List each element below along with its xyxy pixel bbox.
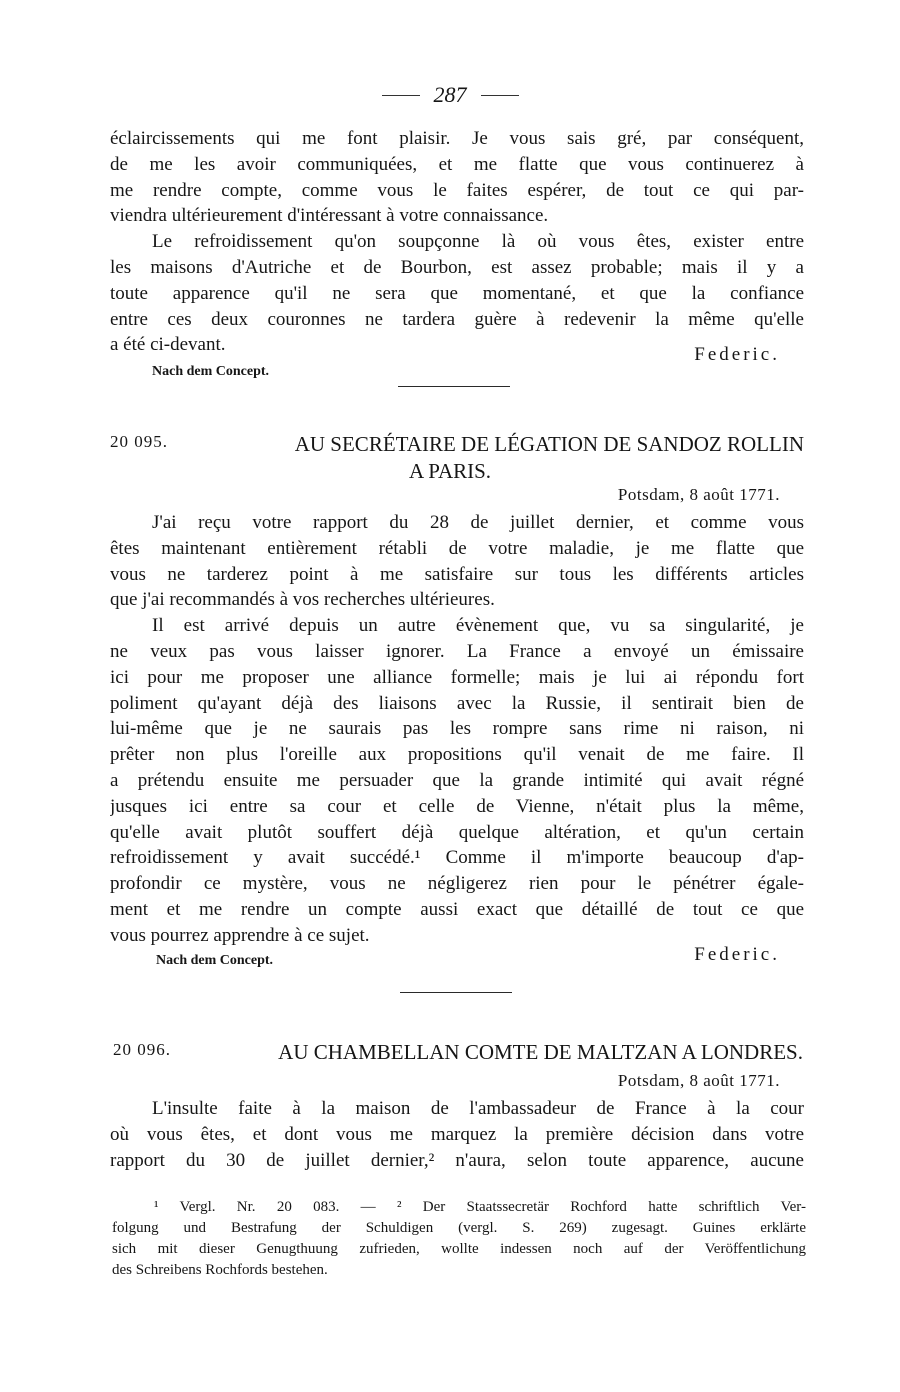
text-line: rapport du 30 de juillet dernier,² n'aura, selon toute apparence, aucune xyxy=(110,1149,804,1171)
letter-20095-source-note: Nach dem Concept. xyxy=(156,953,274,968)
letter-title: AU CHAMBELLAN COMTE DE MALTZAN A LONDRES. xyxy=(278,1040,803,1064)
text-line: ici pour me proposer une alliance formelle; mais je lui ai répondu fort xyxy=(110,666,804,688)
text-line: jusques ici entre sa cour et celle de Vienne, n'était plus la même, xyxy=(110,795,804,817)
header-dash-left xyxy=(382,95,420,96)
text-line: me rendre compte, comme vous le faites espérer, de tout ce qui par- xyxy=(110,179,804,201)
text-line: où vous êtes, et dont vous me marquez la première décision dans votre xyxy=(110,1123,804,1145)
text-line: de me les avoir communiquées, et me flatte que vous continuerez à xyxy=(110,153,804,175)
page-number: 287 xyxy=(433,82,467,107)
letter-dateline: Potsdam, 8 août 1771. xyxy=(617,1071,780,1090)
text-line: J'ai reçu votre rapport du 28 de juillet dernier, et comme vous xyxy=(152,512,804,533)
text-line: viendra ultérieurement d'intéressant à votre connaissance. xyxy=(110,205,549,227)
text-line: vous ne tarderez point à me satisfaire sur tous les différents articles xyxy=(110,563,804,585)
text-line: que j'ai recommandés à vos recherches ultérieures. xyxy=(110,589,495,611)
footnote-line: des Schreibens Rochfords bestehen. xyxy=(112,1262,328,1278)
text-line: éclaircissements qui me font plaisir. Je vous sais gré, par conséquent, xyxy=(110,128,804,149)
text-line: a été ci-devant. xyxy=(110,334,226,356)
letter-20095-signature: Federic. xyxy=(694,944,780,965)
text-line: prêter non plus l'oreille aux propositions qu'il venait de me faire. Il xyxy=(110,744,804,766)
footnote-line: sich mit dieser Genugthuung zufrieden, wollte indessen noch auf der Veröffentlichung xyxy=(112,1241,806,1257)
letter-dateline: Potsdam, 8 août 1771. xyxy=(617,485,780,504)
section-divider xyxy=(398,386,510,387)
text-line: lui-même que je ne saurais pas les rompre sans rime ni raison, ni xyxy=(110,718,804,740)
letter-title-line2: A PARIS. xyxy=(408,459,492,483)
text-line: ment et me rendre un compte aussi exact que détaillé de tout ce que xyxy=(110,898,804,920)
letter-20095-body xyxy=(110,510,804,949)
text-line: entre ces deux couronnes ne tardera guère à redevenir la même qu'elle xyxy=(110,308,804,330)
section-divider xyxy=(400,992,512,993)
text-line: les maisons d'Autriche et de Bourbon, est assez probable; mais il y a xyxy=(110,256,804,278)
text-line: ne veux pas vous laisser ignorer. La France a envoyé un émissaire xyxy=(110,640,804,662)
text-line: toute apparence qu'il ne sera que momentané, et que la confiance xyxy=(110,282,804,304)
text-line: qu'elle avait plutôt souffert déjà quelque altération, et qu'un certain xyxy=(110,821,804,843)
footnote-line: folgung und Bestrafung der Schuldigen (vergl. S. 269) zugesagt. Guines erklärte xyxy=(112,1220,806,1236)
text-line: vous pourrez apprendre à ce sujet. xyxy=(110,924,370,946)
footnotes xyxy=(112,1197,806,1281)
letter-title-line1: AU SECRÉTAIRE DE LÉGATION DE SANDOZ ROLLIN xyxy=(294,432,804,456)
letter-20096-body xyxy=(110,1096,804,1173)
text-line: Le refroidissement qu'on soupçonne là où vous êtes, exister entre xyxy=(152,231,804,253)
prev-letter-source-note: Nach dem Concept. xyxy=(152,364,270,379)
letter-number: 20 095. xyxy=(110,432,168,451)
page-header xyxy=(0,82,900,108)
letter-20096-heading xyxy=(113,1040,803,1064)
prev-letter-body xyxy=(110,126,804,358)
letter-number: 20 096. xyxy=(113,1040,171,1059)
text-line: Il est arrivé depuis un autre évènement que, vu sa singularité, je xyxy=(152,615,804,637)
footnote-line: ¹ Vergl. Nr. 20 083. — ² Der Staatssecretär Rochford hatte schriftlich Ver- xyxy=(154,1199,806,1215)
prev-letter-signature: Federic. xyxy=(694,344,780,365)
text-line: êtes maintenant entièrement rétabli de votre maladie, je me flatte que xyxy=(110,537,804,559)
letter-20095-heading xyxy=(110,432,804,456)
text-line: a prétendu ensuite me persuader que la grande intimité qui avait régné xyxy=(110,769,804,791)
text-line: profondir ce mystère, vous ne négligerez rien pour le pénétrer égale- xyxy=(110,873,804,895)
header-dash-right xyxy=(481,95,519,96)
text-line: refroidissement y avait succédé.¹ Comme il m'importe beaucoup d'ap- xyxy=(110,847,804,869)
text-line: poliment qu'ayant déjà des liaisons avec la Russie, il sentirait bien de xyxy=(110,692,804,714)
text-line: L'insulte faite à la maison de l'ambassadeur de France à la cour xyxy=(152,1098,804,1119)
